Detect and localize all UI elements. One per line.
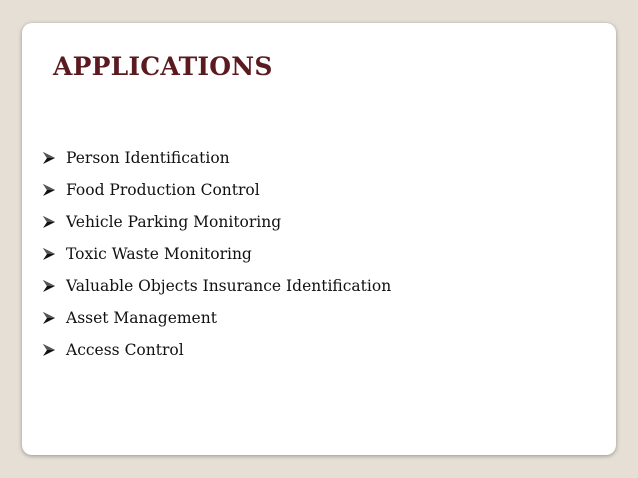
slide bbox=[22, 23, 616, 455]
arrow-bullet-icon bbox=[42, 342, 66, 358]
arrow-bullet-icon bbox=[42, 310, 66, 326]
bullet-list bbox=[42, 142, 391, 366]
arrow-bullet-icon bbox=[42, 182, 66, 198]
bullet-label: Person Identification bbox=[66, 149, 230, 167]
slide-title: APPLICATIONS bbox=[53, 52, 273, 81]
bullet-item bbox=[42, 174, 391, 206]
bullet-item bbox=[42, 142, 391, 174]
arrow-bullet-icon bbox=[42, 214, 66, 230]
bullet-label: Vehicle Parking Monitoring bbox=[66, 213, 282, 231]
bullet-label: Access Control bbox=[66, 341, 184, 359]
arrow-bullet-icon bbox=[42, 246, 66, 262]
bullet-item bbox=[42, 302, 391, 334]
arrow-bullet-icon bbox=[42, 278, 66, 294]
bullet-label: Asset Management bbox=[66, 309, 217, 327]
bullet-label: Toxic Waste Monitoring bbox=[66, 245, 252, 263]
bullet-label: Food Production Control bbox=[66, 181, 260, 199]
bullet-item bbox=[42, 238, 391, 270]
arrow-bullet-icon bbox=[42, 150, 66, 166]
bullet-label: Valuable Objects Insurance Identification bbox=[66, 277, 392, 295]
bullet-item bbox=[42, 270, 391, 302]
bullet-item bbox=[42, 206, 391, 238]
bullet-item bbox=[42, 334, 391, 366]
